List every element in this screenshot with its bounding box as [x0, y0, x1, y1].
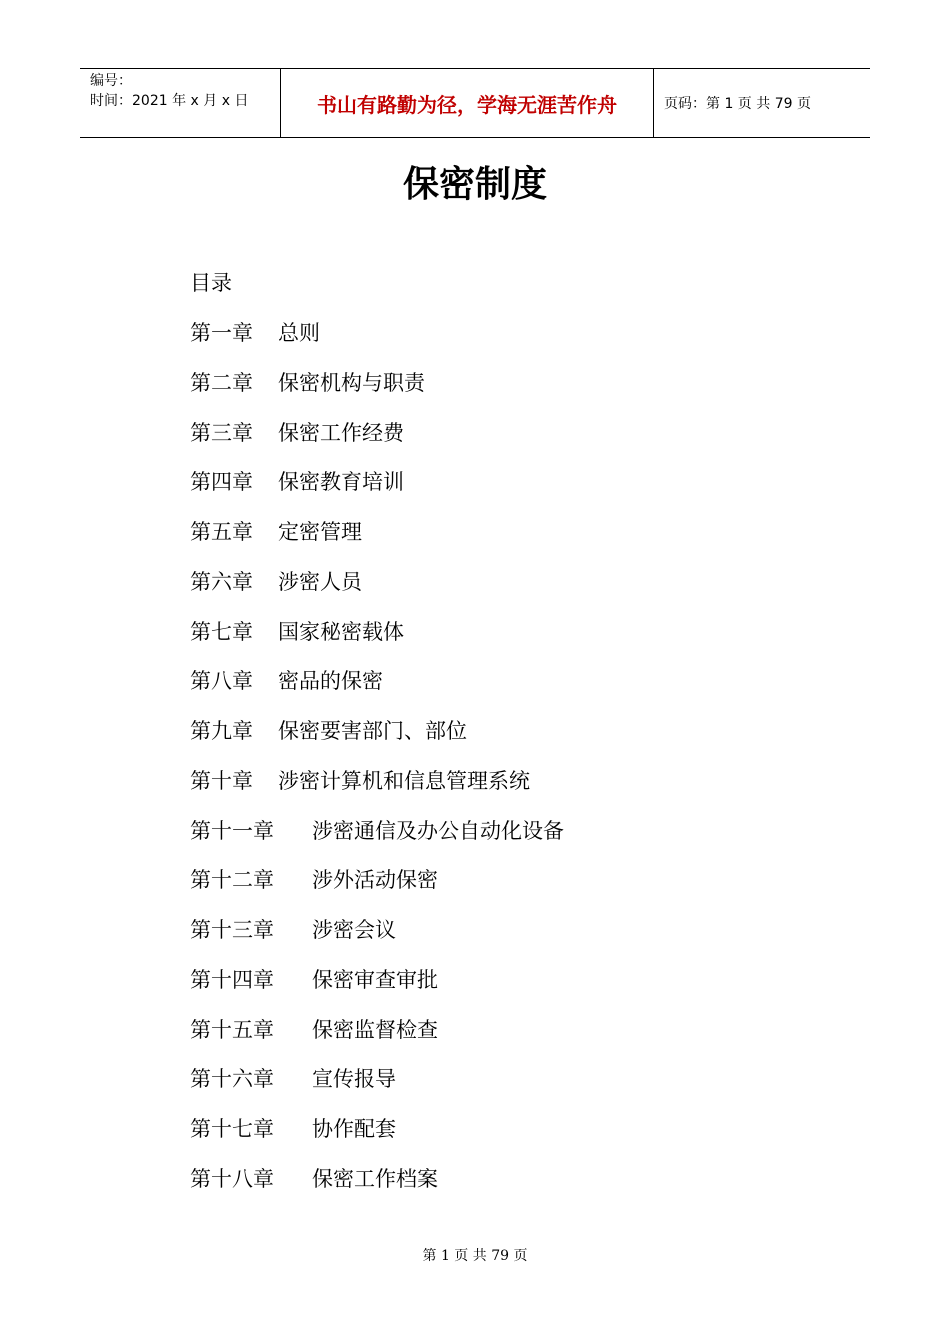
chapter-number: 第二章 [190, 370, 253, 395]
chapter-title: 总则 [278, 321, 320, 345]
chapter-title: 密品的保密 [278, 669, 383, 694]
page-header [80, 68, 870, 138]
chapter-number: 第六章 [190, 569, 253, 594]
chapter-number: 第十六章 [190, 1067, 274, 1092]
toc-item [190, 567, 564, 617]
chapter-title: 保密审查审批 [312, 967, 438, 992]
chapter-title: 涉密人员 [278, 569, 362, 594]
chapter-title: 国家秘密载体 [278, 619, 404, 644]
chapter-number: 第十七章 [190, 1117, 274, 1141]
header-motto: 书山有路勤为径，学海无涯苦作舟 [281, 69, 654, 137]
toc-heading: 目录 [190, 271, 232, 295]
document-title: 保密制度 [402, 164, 547, 205]
toc-item [190, 666, 564, 716]
chapter-number: 第十一章 [190, 818, 274, 843]
toc-item [190, 716, 564, 766]
toc-item [190, 1164, 564, 1214]
chapter-number: 第十八章 [190, 1166, 274, 1191]
toc-item [190, 617, 564, 667]
toc-item [190, 766, 564, 816]
chapter-title: 涉外活动保密 [312, 868, 438, 893]
chapter-number: 第十四章 [190, 967, 274, 992]
chapter-number: 第十章 [190, 768, 253, 793]
toc-item [190, 1015, 564, 1065]
chapter-number: 第一章 [190, 321, 253, 345]
chapter-title: 定密管理 [278, 520, 362, 544]
chapter-title: 保密工作经费 [278, 420, 404, 445]
toc-item [190, 467, 564, 517]
chapter-number: 第七章 [190, 619, 253, 644]
document-date: 时间：2021 年 x 月 x 日 [90, 93, 249, 109]
chapter-title: 保密监督检查 [312, 1017, 438, 1042]
toc-item [190, 915, 564, 965]
toc-item [190, 816, 564, 866]
chapter-title: 保密工作档案 [312, 1166, 438, 1191]
toc-item [190, 865, 564, 915]
toc-item [190, 517, 564, 567]
toc-item [190, 418, 564, 468]
chapter-number: 第十五章 [190, 1017, 274, 1042]
toc-item [190, 965, 564, 1015]
chapter-number: 第八章 [190, 669, 253, 694]
chapter-number: 第五章 [190, 520, 253, 544]
chapter-number: 第九章 [190, 719, 253, 743]
page-footer: 第 1 页 共 79 页 [422, 1248, 528, 1264]
toc-item [190, 368, 564, 418]
chapter-title: 涉密会议 [312, 918, 396, 942]
table-of-contents [190, 268, 564, 1214]
chapter-title: 涉密计算机和信息管理系统 [278, 768, 530, 793]
chapter-title: 涉密通信及办公自动化设备 [312, 818, 564, 843]
header-meta [80, 69, 281, 137]
chapter-number: 第三章 [190, 420, 253, 445]
chapter-title: 保密教育培训 [278, 470, 404, 495]
header-page-info: 页码：第 1 页 共 79 页 [664, 96, 811, 112]
chapter-title: 协作配套 [312, 1117, 396, 1141]
toc-item [190, 1114, 564, 1164]
chapter-number: 第十三章 [190, 918, 274, 942]
chapter-title: 宣传报导 [312, 1067, 396, 1092]
toc-item [190, 318, 564, 368]
chapter-number: 第十二章 [190, 868, 274, 893]
chapter-title: 保密要害部门、部位 [278, 719, 467, 743]
chapter-number: 第四章 [190, 470, 253, 495]
toc-item [190, 1064, 564, 1114]
document-number: 编号： [90, 73, 132, 89]
chapter-title: 保密机构与职责 [278, 370, 425, 395]
